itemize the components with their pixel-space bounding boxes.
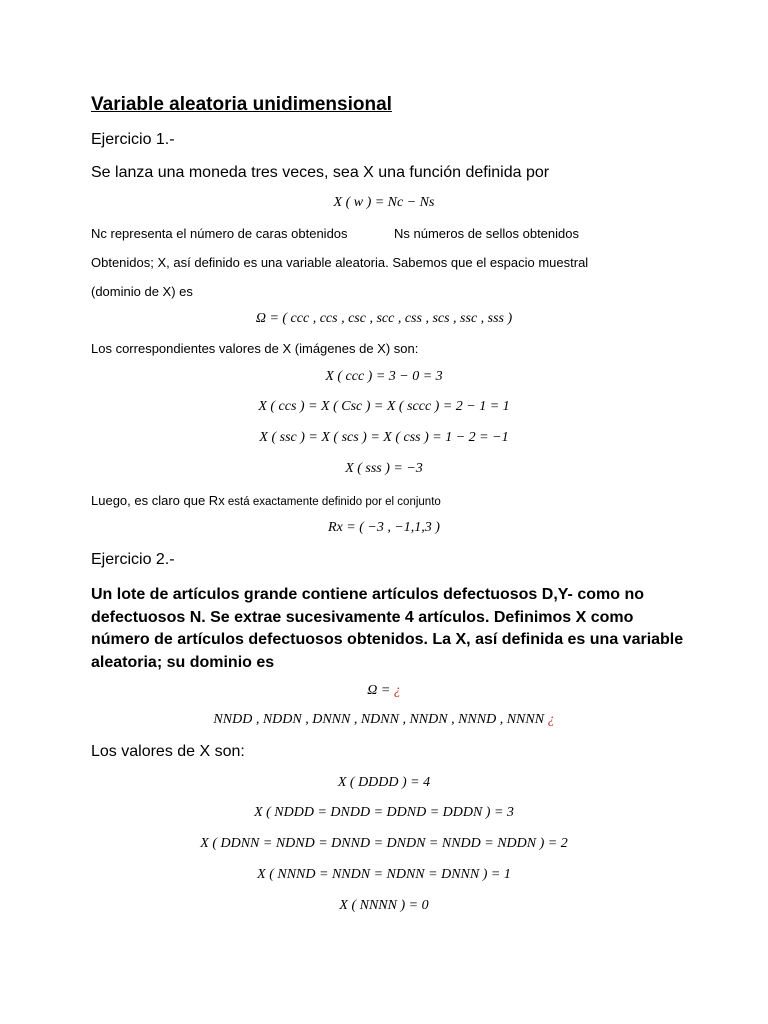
values-intro: Los correspondientes valores de X (imágenes de X) son: [91, 341, 419, 356]
nc-description: Nc representa el número de caras obtenidos [91, 226, 348, 241]
conclusion-line [91, 492, 441, 510]
exercise-2-heading: Ejercicio 2.- [91, 551, 175, 568]
page-title: Variable aleatoria unidimensional [91, 94, 392, 115]
conclusion-part-b: está exactamente definido por el conjunto [224, 496, 441, 508]
equation-x2: X ( DDNN = NDND = DNND = DNDN = NNDD = NDDN ) = 2 [200, 836, 568, 851]
exercise-2-set [0, 712, 768, 728]
omega-mark: ¿ [393, 683, 401, 698]
equation-x4: X ( DDDD ) = 4 [337, 775, 431, 790]
equation-x3: X ( NDDD = DNDD = DDND = DDDN ) = 3 [254, 805, 514, 820]
values-heading: Los valores de X son: [91, 743, 245, 760]
sample-space-omega: Ω = ( ccc , ccs , csc , scc , css , scs , ssc , sss ) [255, 311, 513, 326]
exercise-1-formula: X ( w ) = Nc − Ns [333, 195, 435, 210]
exercise-2-omega [0, 683, 768, 699]
set-mark: ¿ [547, 712, 555, 727]
set-elements: NNDD , NDDN , DNNN , NDNN , NNDN , NNND , NNNN [213, 712, 545, 727]
exercise-1-heading: Ejercicio 1.- [91, 131, 175, 148]
equation-ccs: X ( ccs ) = X ( Csc ) = X ( sccc ) = 2 − 1 = 1 [258, 399, 510, 414]
equation-ccc: X ( ccc ) = 3 − 0 = 3 [325, 369, 443, 384]
equation-x1: X ( NNND = NNDN = NDNN = DNNN ) = 1 [257, 867, 511, 882]
ns-description: Ns números de sellos obtenidos [394, 226, 579, 241]
exercise-1-statement: Se lanza una moneda tres veces, sea X una función definida por [91, 164, 550, 181]
omega-label: Ω = [367, 683, 391, 698]
exercise-1-text-line-2: Obtenidos; X, así definido es una variable aleatoria. Sabemos que el espacio muestral [91, 255, 589, 270]
equation-ssc: X ( ssc ) = X ( scs ) = X ( css ) = 1 − 2 = −1 [259, 430, 509, 445]
conclusion-part-a: Luego, es claro que Rx [91, 493, 225, 508]
equation-sss: X ( sss ) = −3 [345, 461, 423, 476]
exercise-2-paragraph: Un lote de artículos grande contiene artículos defectuosos D,Y- como no defectuosos N. Se extrae sucesivamente 4 artículos. Definimos X como número de artículos defectuosos obtenidos. La X, así definida es una variable aleatoria; su dominio es [91, 586, 684, 671]
exercise-1-text-line-3: (dominio de X) es [91, 284, 193, 299]
range-rx: Rx = ( −3 , −1,1,3 ) [328, 520, 440, 535]
equation-x0: X ( NNNN ) = 0 [339, 898, 429, 913]
